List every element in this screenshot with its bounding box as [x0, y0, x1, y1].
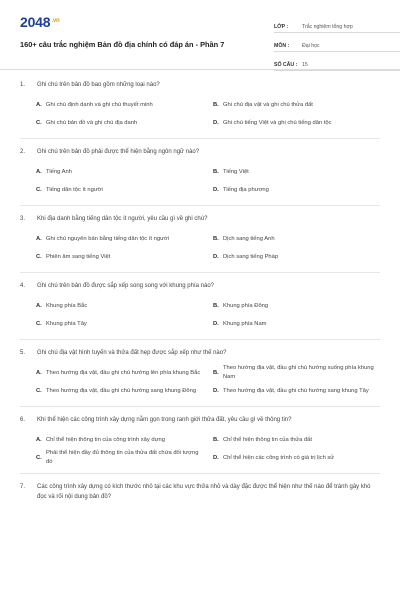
option-letter: A.: [36, 302, 42, 309]
option-text: Ghi chú bản đồ và ghi chú địa danh: [46, 119, 138, 126]
question-item: [20, 214, 380, 273]
question-label: Ghi chú trên bản đồ phải được thể hiện bằng ngôn ngữ nào?: [37, 149, 200, 155]
answer-option[interactable]: [213, 163, 380, 181]
option-letter: A.: [36, 436, 42, 443]
answer-option[interactable]: [36, 364, 203, 382]
question-number: 7.: [20, 484, 26, 490]
option-text: Theo hướng địa vật, đầu ghi chú hướng xuống phía khung Nam: [223, 365, 374, 380]
option-letter: A.: [36, 369, 42, 376]
meta-key: MÔN :: [274, 43, 290, 49]
question-number: 2.: [20, 149, 26, 155]
answer-option[interactable]: [36, 230, 203, 248]
answer-option[interactable]: [213, 248, 380, 266]
option-text: Chỉ thể hiện thông tin của thửa đất: [223, 436, 312, 443]
site-logo[interactable]: $2048^{.vn}$: [20, 14, 60, 30]
answer-options: [36, 230, 380, 266]
meta-value: Trắc nghiệm tổng hợp: [302, 24, 353, 30]
option-letter: C.: [36, 186, 42, 193]
question-text: [20, 281, 380, 291]
question-divider: [20, 205, 380, 206]
answer-option[interactable]: [36, 431, 203, 449]
option-letter: D.: [213, 454, 219, 461]
option-text: Theo hướng địa vật, đầu ghi chú hướng lên phía khung Bắc: [46, 369, 201, 376]
answer-option[interactable]: [36, 315, 203, 333]
option-text: Khung phía Đông: [223, 302, 269, 309]
question-text: [20, 348, 380, 358]
question-list: [20, 80, 380, 502]
question-item: [20, 415, 380, 474]
question-divider: [20, 406, 380, 407]
answer-option[interactable]: [213, 364, 380, 382]
option-letter: C.: [36, 119, 42, 126]
question-label: Ghi chú địa vật hình tuyến và thửa đất hẹp được sắp xếp như thế nào?: [37, 350, 227, 356]
question-label: Ghi chú trên bản đồ được sắp xếp song song với khung phía nào?: [37, 283, 215, 289]
answer-option[interactable]: [36, 248, 203, 266]
question-label: Các công trình xây dựng có kích thước nhỏ tại các khu vực thửa nhỏ và dày đặc được thể hiện như thế nào để tránh gây khó đọc và rối nội dung bản đồ?: [37, 484, 371, 500]
answer-option[interactable]: [213, 181, 380, 199]
option-letter: C.: [36, 387, 42, 394]
meta-value: Đại học: [302, 43, 320, 49]
option-letter: D.: [213, 119, 219, 126]
question-divider: [20, 339, 380, 340]
question-divider: [20, 138, 380, 139]
question-divider: [20, 473, 380, 474]
question-item: [20, 80, 380, 139]
option-letter: C.: [36, 454, 42, 461]
question-label: Khi thể hiện các công trình xây dựng nằm gọn trong ranh giới thửa đất, yêu cầu gì về thông tin?: [37, 417, 292, 423]
answer-option[interactable]: [213, 449, 380, 467]
option-text: Dịch sang tiếng Anh: [223, 235, 275, 242]
option-letter: C.: [36, 320, 42, 327]
answer-options: [36, 297, 380, 333]
meta-class-row: [274, 20, 400, 33]
answer-option[interactable]: [36, 181, 203, 199]
answer-option[interactable]: [36, 382, 203, 400]
question-label: Khi địa danh bằng tiếng dân tộc ít người, yêu cầu gì về ghi chú?: [37, 216, 208, 222]
meta-key: LỚP :: [274, 24, 289, 30]
question-number: 4.: [20, 283, 26, 289]
option-text: Tiếng địa phương: [223, 186, 269, 193]
option-letter: A.: [36, 168, 42, 175]
answer-option[interactable]: [36, 297, 203, 315]
answer-option[interactable]: [36, 114, 203, 132]
question-item: [20, 281, 380, 340]
answer-option[interactable]: [36, 96, 203, 114]
option-text: Tiếng Anh: [46, 168, 72, 175]
option-text: Theo hướng địa vật, đầu ghi chú hướng sang khung Tây: [223, 387, 369, 394]
answer-option[interactable]: [213, 96, 380, 114]
header-divider: [0, 69, 400, 70]
meta-subject-row: [274, 39, 400, 52]
answer-options: [36, 364, 380, 400]
answer-option[interactable]: [213, 230, 380, 248]
option-text: Ghi chú địa vật và ghi chú thửa đất: [223, 101, 313, 108]
option-letter: B.: [213, 235, 219, 242]
option-text: Ghi chú tiếng Việt và ghi chú tiếng dân tộc: [223, 119, 332, 126]
option-text: Tiếng dân tộc ít người: [46, 186, 103, 193]
question-text: [20, 482, 380, 502]
option-text: Ghi chú định danh và ghi chú thuyết minh: [46, 101, 153, 108]
answer-option[interactable]: [36, 449, 203, 467]
option-letter: D.: [213, 253, 219, 260]
answer-option[interactable]: [213, 382, 380, 400]
question-divider: [20, 272, 380, 273]
answer-option[interactable]: [213, 315, 380, 333]
question-number: 3.: [20, 216, 26, 222]
option-text: Chỉ thể hiện thông tin của công trình xây dựng: [46, 436, 165, 443]
option-letter: A.: [36, 235, 42, 242]
question-text: [20, 214, 380, 224]
option-text: Chỉ thể hiện các công trình có giá trị lịch sử: [223, 454, 335, 461]
option-text: Phải thể hiện đầy đủ thông tin của thửa đất chứa đối tượng đó: [46, 450, 199, 465]
option-text: Ghi chú nguyên bản bằng tiếng dân tộc ít người: [46, 235, 170, 242]
option-text: Dịch sang tiếng Pháp: [223, 253, 279, 260]
answer-option[interactable]: [36, 163, 203, 181]
question-number: 6.: [20, 417, 26, 423]
option-letter: B.: [213, 168, 219, 175]
question-number: 5.: [20, 350, 26, 356]
answer-options: [36, 96, 380, 132]
option-letter: B.: [213, 436, 219, 443]
question-label: Ghi chú trên bản đồ bao gồm những loại nào?: [37, 82, 160, 88]
question-item: [20, 348, 380, 407]
option-letter: A.: [36, 101, 42, 108]
answer-option[interactable]: [213, 431, 380, 449]
option-letter: C.: [36, 253, 42, 260]
option-text: Khung phía Nam: [223, 320, 267, 327]
option-text: Khung phía Tây: [46, 320, 87, 327]
document-title: 160+ câu trắc nghiệm Bản đồ địa chính có đáp án - Phần 7: [20, 40, 225, 49]
option-text: Theo hướng địa vật, đầu ghi chú hướng sang khung Đông: [46, 387, 197, 394]
option-letter: D.: [213, 186, 219, 193]
option-letter: D.: [213, 320, 219, 327]
option-text: Tiếng Việt: [223, 168, 249, 175]
header: [20, 10, 380, 74]
option-letter: D.: [213, 387, 219, 394]
option-letter: B.: [213, 369, 219, 376]
question-number: 1.: [20, 82, 26, 88]
option-letter: B.: [213, 101, 219, 108]
answer-options: [36, 431, 380, 467]
option-letter: B.: [213, 302, 219, 309]
option-text: Khung phía Bắc: [46, 302, 88, 309]
question-item: [20, 147, 380, 206]
answer-option[interactable]: [213, 297, 380, 315]
question-text: [20, 147, 380, 157]
question-text: [20, 80, 380, 90]
question-text: [20, 415, 380, 425]
question-item: [20, 482, 380, 502]
answer-option[interactable]: [213, 114, 380, 132]
option-text: Phiên âm sang tiếng Việt: [46, 253, 111, 260]
answer-options: [36, 163, 380, 199]
meta-key: SỐ CÂU :: [274, 62, 298, 68]
meta-value: 15: [302, 62, 308, 68]
